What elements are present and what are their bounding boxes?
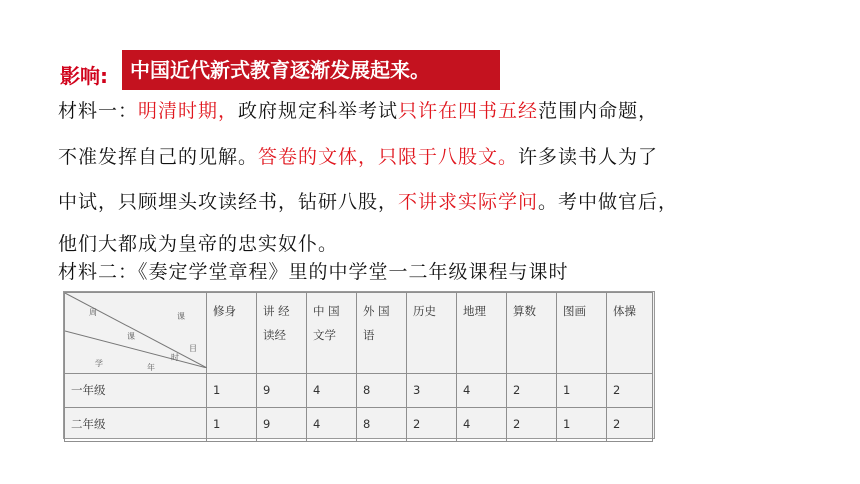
header-zhongguowenxue: 中 国 文学	[307, 293, 357, 374]
body-text: 中试，只顾埋头攻读经书，钻研八股，	[58, 191, 399, 213]
corner-zhou: 周	[89, 308, 97, 317]
material1-line1	[58, 96, 658, 123]
table-cell: 8	[357, 374, 407, 408]
table-corner-cell	[65, 293, 207, 374]
curriculum-table	[64, 292, 653, 442]
material1-line2	[58, 142, 658, 169]
material1-line4	[58, 229, 338, 256]
table-cell: 9	[257, 408, 307, 442]
table-cell: 2	[607, 408, 653, 442]
corner-diagonals	[65, 293, 207, 368]
table-cell: 1	[557, 374, 607, 408]
highlight-text: 答卷的文体，只限于八股文。	[258, 146, 519, 168]
corner-ke: 课	[177, 312, 185, 321]
header-dili: 地理	[457, 293, 507, 374]
body-text: 不准发挥自己的见解。	[58, 146, 259, 168]
body-text: 材料一：	[58, 100, 139, 122]
impact-banner: 中国近代新式教育逐渐发展起来。	[122, 50, 500, 90]
curriculum-table-image	[63, 291, 655, 439]
table-cell: 1	[557, 408, 607, 442]
header-lishi: 历史	[407, 293, 457, 374]
table-cell: 2	[607, 374, 653, 408]
body-text: 政府规定科举考试	[238, 100, 399, 122]
highlight-text: 只许在四书五经	[398, 100, 539, 122]
corner-mu: 目	[189, 344, 197, 353]
corner-xue: 学	[95, 359, 103, 368]
table-cell: 1	[207, 408, 257, 442]
corner-nian: 年	[147, 363, 155, 372]
highlight-text: 明清时期，	[138, 100, 239, 122]
body-text: 。考中做官后，	[538, 191, 679, 213]
table-cell: 4	[307, 408, 357, 442]
table-row-grade2	[65, 408, 653, 442]
material2-title: 材料二：《奏定学堂章程》里的中学堂一二年级课程与课时	[58, 261, 569, 283]
table-cell: 2	[507, 408, 557, 442]
header-jiangjing: 讲 经 读经	[257, 293, 307, 374]
corner-shi: 时	[171, 353, 179, 362]
header-ticao: 体操	[607, 293, 653, 374]
corner-ke2: 课	[127, 332, 135, 341]
table-cell: 2	[507, 374, 557, 408]
body-text: 他们大都成为皇帝的忠实奴仆。	[58, 233, 339, 255]
table-cell: 9	[257, 374, 307, 408]
table-cell: 3	[407, 374, 457, 408]
grade-label: 二年级	[65, 408, 207, 442]
header-tuhua: 图画	[557, 293, 607, 374]
material1-line3	[58, 187, 678, 214]
body-text: 范围内命题，	[538, 100, 659, 122]
table-cell: 2	[407, 408, 457, 442]
highlight-text: 不讲求实际学问	[398, 191, 539, 213]
header-suanshu: 算数	[507, 293, 557, 374]
table-cell: 4	[457, 374, 507, 408]
grade-label: 一年级	[65, 374, 207, 408]
table-cell: 4	[457, 408, 507, 442]
table-header-row	[65, 293, 653, 374]
table-cell: 4	[307, 374, 357, 408]
table-cell: 1	[207, 374, 257, 408]
impact-label: 影响:	[60, 64, 108, 88]
table-cell: 8	[357, 408, 407, 442]
header-xiushen: 修身	[207, 293, 257, 374]
body-text: 许多读书人为了	[518, 146, 659, 168]
header-waiguoyu: 外 国 语	[357, 293, 407, 374]
